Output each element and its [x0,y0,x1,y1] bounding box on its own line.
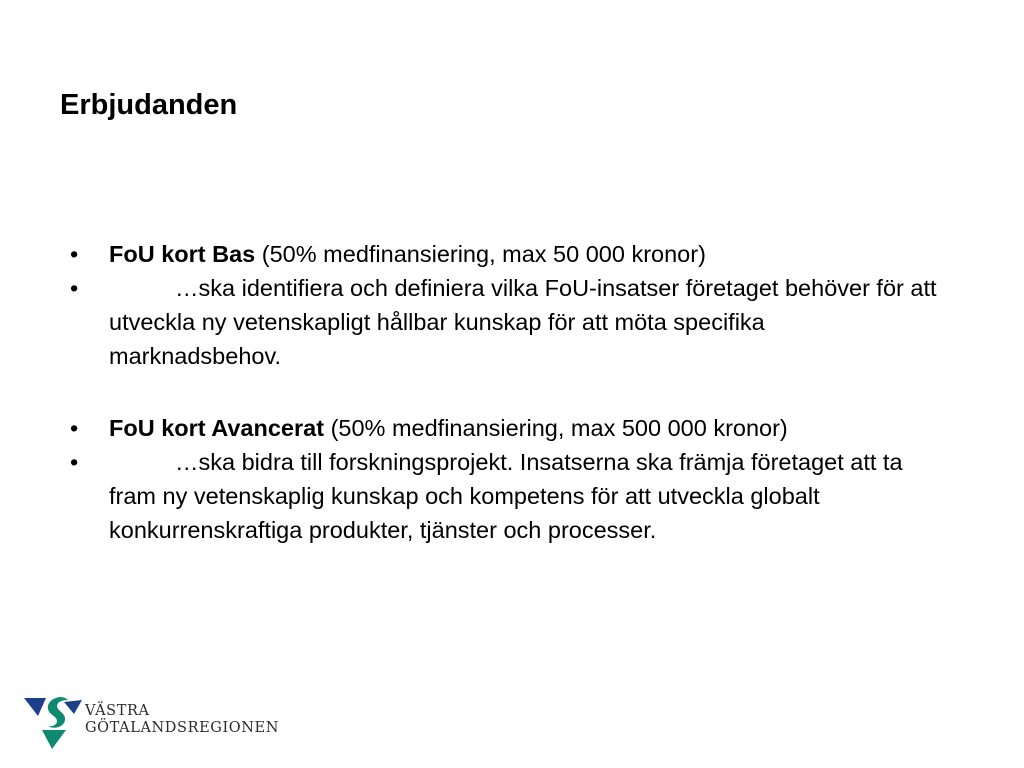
bullet-marker: • [70,241,79,267]
bullet-marker: • [70,275,79,301]
vastra-gotalandsregionen-logo [24,694,294,750]
bullet-list [62,237,942,547]
offer-terms-bas: (50% medfinansiering, max 50 000 kronor) [255,241,706,267]
emblem-green-triangle [42,730,66,749]
offer-terms-avancerat: (50% medfinansiering, max 500 000 kronor) [324,415,788,441]
offer-name-bas: FoU kort Bas [109,241,256,267]
region-emblem-icon [24,694,82,750]
offer-description-avancerat: …ska bidra till forskningsprojekt. Insatserna ska främja företaget att ta fram ny vetenskaplig kunskap och kompetens för att utveckla globalt konkurrenskraftiga produkter, tjänster och processer. [109,449,903,543]
logo-wordmark [85,703,279,737]
emblem-blue-wedge [24,698,46,716]
bullet-marker: • [70,449,79,475]
bullet-marker: • [70,415,79,441]
bullet-item-fou-bas [62,237,942,271]
bullet-item-avancerat-description [62,445,942,547]
bullet-item-bas-description [62,271,942,373]
emblem-blue-arrow [64,700,82,714]
offer-name-avancerat: FoU kort Avancerat [109,415,325,441]
emblem-green-curve [48,697,68,728]
logo-line-2: GÖTALANDSREGIONEN [85,720,280,736]
slide-title: Erbjudanden [60,89,238,121]
offer-description-bas: …ska identifiera och definiera vilka FoU-insatser företaget behöver för att utveckla ny vetenskapligt hållbar kunskap för att möta specifika marknadsbehov. [109,275,937,369]
logo-line-1: VÄSTRA [85,703,150,719]
bullet-item-fou-avancerat [62,411,942,445]
